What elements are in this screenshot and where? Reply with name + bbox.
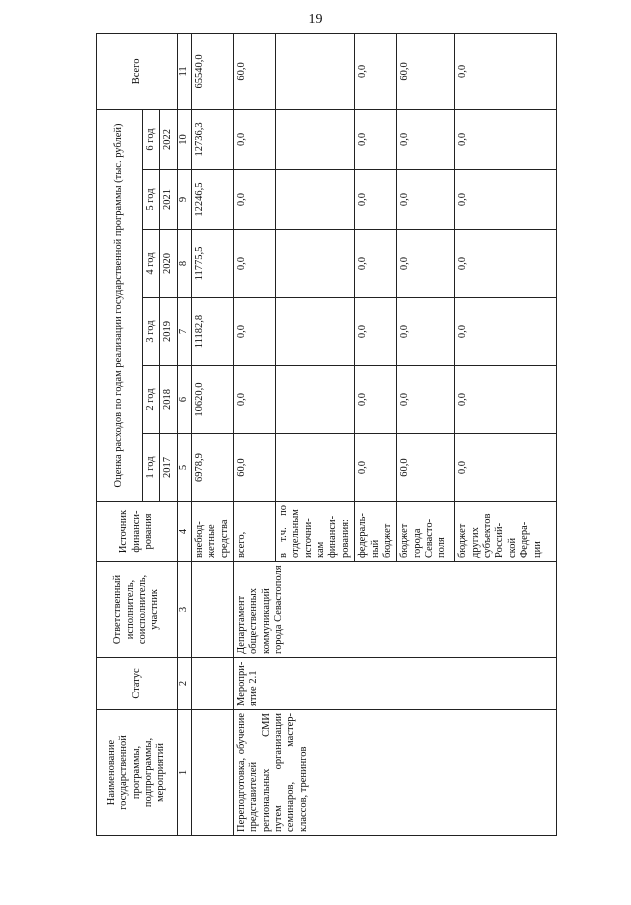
column-number: 5 [177, 434, 191, 502]
table-row-extrabudget [191, 33, 233, 835]
empty-cell [275, 298, 354, 366]
column-number: 10 [177, 109, 191, 169]
event-status: Меропри-ятие 2.1 [233, 658, 556, 710]
value-cell: 60,0 [397, 33, 455, 109]
value-cell: 65540,0 [191, 33, 233, 109]
header-executor: Ответственный исполнитель, соисполнитель, участник [97, 562, 178, 658]
column-number: 8 [177, 230, 191, 298]
empty-cell [275, 170, 354, 230]
empty-cell [275, 434, 354, 502]
value-cell: 0,0 [455, 366, 557, 434]
header-total: Всего [97, 33, 178, 109]
value-cell: 0,0 [397, 170, 455, 230]
event-name: Переподготовка, обучение представителей региональных СМИ путем организации семинаров, мастер-классов, тренингов [233, 710, 556, 836]
year-label: 5 год [143, 170, 160, 230]
empty-cell [275, 366, 354, 434]
financing-table [96, 33, 557, 836]
source-cell: всего, [233, 502, 275, 562]
column-number: 3 [177, 562, 191, 658]
year-label: 4 год [143, 230, 160, 298]
header-name: Наименование государственной программы, подпрограммы, мероприятий [97, 710, 178, 836]
year-label: 2 год [143, 366, 160, 434]
header-row-1 [97, 33, 143, 835]
value-cell: 0,0 [455, 33, 557, 109]
value-cell: 0,0 [355, 434, 397, 502]
value-cell: 0,0 [397, 230, 455, 298]
value-cell: 0,0 [355, 109, 397, 169]
value-cell: 60,0 [397, 434, 455, 502]
column-number: 2 [177, 658, 191, 710]
column-number: 6 [177, 366, 191, 434]
value-cell: 0,0 [455, 170, 557, 230]
value-cell: 0,0 [355, 366, 397, 434]
empty-cell [275, 230, 354, 298]
year-value: 2018 [160, 366, 177, 434]
page-number: 19 [308, 12, 323, 27]
source-cell: федераль-ный бюджет [355, 502, 397, 562]
value-cell: 0,0 [233, 298, 275, 366]
empty-cell [191, 658, 233, 710]
year-value: 2017 [160, 434, 177, 502]
empty-cell [191, 710, 233, 836]
column-number: 1 [177, 710, 191, 836]
year-value: 2019 [160, 298, 177, 366]
header-status: Статус [97, 658, 178, 710]
source-cell: в т.ч. по отдельным источни-кам финанси-рования: [275, 502, 354, 562]
value-cell: 0,0 [355, 33, 397, 109]
value-cell: 12246,5 [191, 170, 233, 230]
year-value: 2022 [160, 109, 177, 169]
value-cell: 0,0 [455, 230, 557, 298]
empty-cell [275, 109, 354, 169]
value-cell: 10620,0 [191, 366, 233, 434]
source-cell: бюджет города Севасто-поля [397, 502, 455, 562]
value-cell: 0,0 [455, 298, 557, 366]
empty-cell [191, 562, 233, 658]
column-number: 4 [177, 502, 191, 562]
column-number: 9 [177, 170, 191, 230]
year-value: 2021 [160, 170, 177, 230]
value-cell: 0,0 [397, 298, 455, 366]
value-cell: 0,0 [233, 109, 275, 169]
value-cell: 60,0 [233, 33, 275, 109]
column-number: 11 [177, 33, 191, 109]
value-cell: 60,0 [233, 434, 275, 502]
value-cell: 11182,8 [191, 298, 233, 366]
column-number: 7 [177, 298, 191, 366]
value-cell: 0,0 [355, 170, 397, 230]
year-label: 6 год [143, 109, 160, 169]
value-cell: 6978,9 [191, 434, 233, 502]
event-executor: Департамент общественных коммуникаций города Севастополя [233, 562, 556, 658]
value-cell: 0,0 [233, 170, 275, 230]
source-cell: внебюд-жетные средства [191, 502, 233, 562]
value-cell: 0,0 [233, 230, 275, 298]
header-estimate: Оценка расходов по годам реализации государственной программы (тыс. рублей) [97, 109, 143, 501]
value-cell: 0,0 [233, 366, 275, 434]
year-value: 2020 [160, 230, 177, 298]
value-cell: 0,0 [397, 366, 455, 434]
value-cell: 11775,5 [191, 230, 233, 298]
table-row-total [233, 33, 275, 835]
source-cell: бюджет других субъектов Россий-ской Федера-ции [455, 502, 557, 562]
value-cell: 0,0 [455, 434, 557, 502]
column-number-row [177, 33, 191, 835]
rotated-table-container [96, 34, 543, 836]
value-cell: 0,0 [355, 298, 397, 366]
value-cell: 0,0 [455, 109, 557, 169]
value-cell: 12736,3 [191, 109, 233, 169]
year-label: 3 год [143, 298, 160, 366]
value-cell: 0,0 [397, 109, 455, 169]
year-label: 1 год [143, 434, 160, 502]
header-source: Источник финанси-рования [97, 502, 178, 562]
value-cell: 0,0 [355, 230, 397, 298]
empty-cell [275, 33, 354, 109]
